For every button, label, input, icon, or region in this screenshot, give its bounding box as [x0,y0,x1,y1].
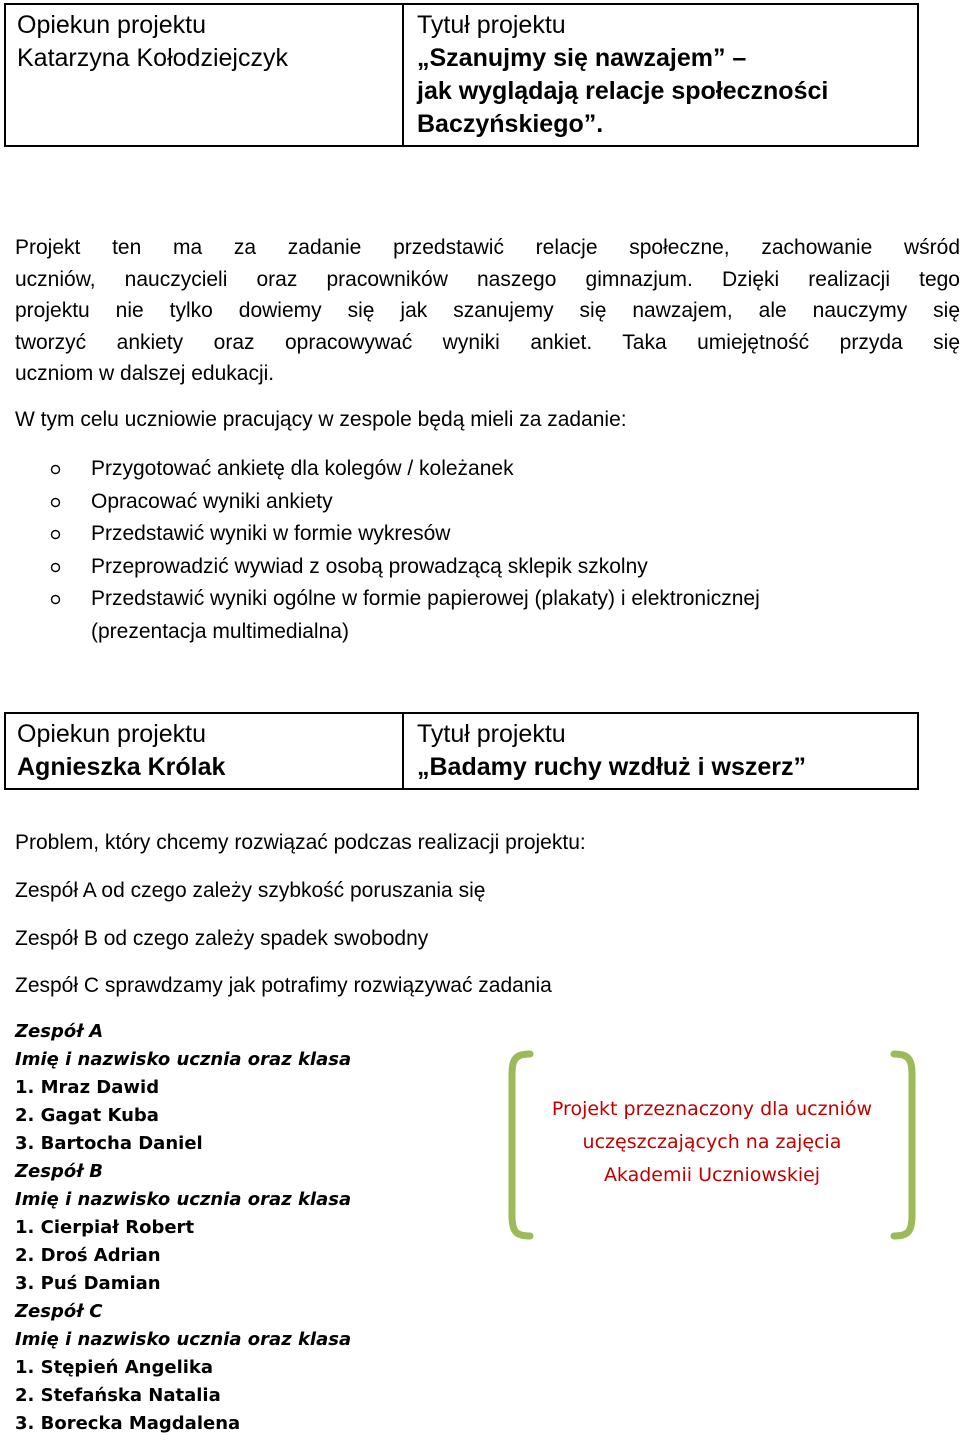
project1-title-cell [403,4,918,146]
team-member: 3. Bartocha Daniel [15,1133,203,1154]
task-text: Przeprowadzić wywiad z osobą prowadzącą sklepik szkolny [91,554,648,578]
description-line: uczniom w dalszej edukacji. [15,362,275,385]
team-b-name: Zespół B [15,1161,103,1182]
task-text: Przedstawić wyniki ogólne w formie papierowej (plakaty) i elektronicznej [91,587,760,610]
team-member: 3. Puś Damian [15,1273,161,1294]
bullet-icon [50,594,61,605]
team-c-subheader: Imię i nazwisko ucznia oraz klasa [15,1329,352,1350]
project2-problem-b: Zespół B od czego zależy spadek swobodny [15,927,429,950]
team-a-subheader: Imię i nazwisko ucznia oraz klasa [15,1049,352,1070]
bullet-icon [50,562,61,573]
team-member: 1. Stępień Angelika [15,1357,214,1378]
list-item [50,453,950,486]
note-line: uczęszczających na zajęcia [582,1131,842,1153]
list-item [50,551,950,584]
team-b-subheader: Imię i nazwisko ucznia oraz klasa [15,1189,352,1210]
team-member: 1. Cierpiał Robert [15,1217,195,1238]
bullet-icon [50,497,61,508]
project2-title: „Badamy ruchy wzdłuż i wszerz” [417,753,806,781]
project1-header-table [4,3,919,147]
list-item [50,583,950,616]
list-item [50,518,950,551]
project1-title-line-3: Baczyńskiego”. [417,110,604,138]
description-line: Projekt ten ma za zadanie przedstawić relacje społeczne, zachowanie wśród [15,236,960,259]
bullet-icon [50,464,61,475]
note-line: Projekt przeznaczony dla uczniów [551,1098,873,1120]
description-line: tworzyć ankiety oraz opracowywać wyniki ankiet. Taka umiejętność przyda się [15,330,960,354]
project2-supervisor-name: Agnieszka Królak [17,753,226,781]
project2-title-label: Tytuł projektu [417,720,566,748]
project1-supervisor-cell [5,4,403,146]
project1-tasks-intro: W tym celu uczniowie pracujący w zespole będą mieli za zadanie: [15,408,627,431]
project2-header-table [4,712,919,790]
description-line: uczniów, nauczycieli oraz pracowników naszego gimnazjum. Dzięki realizacji tego [15,267,960,291]
team-member: 3. Borecka Magdalena [15,1413,241,1434]
team-a-name: Zespół A [15,1021,104,1042]
list-item [50,486,950,519]
description-line: projektu nie tylko dowiemy się jak szanujemy się nawzajem, ale nauczymy się [15,299,960,322]
team-c-name: Zespół C [15,1301,103,1322]
team-member: 2. Droś Adrian [15,1245,161,1266]
project1-task-list [50,453,950,648]
list-item-continuation [50,616,950,649]
project2-supervisor-label: Opiekun projektu [17,720,207,748]
task-text: Przygotować ankietę dla kolegów / koleżanek [91,457,514,480]
note-line: Akademii Uczniowskiej [603,1164,821,1186]
task-text: Przedstawić wyniki w formie wykresów [91,522,451,545]
project2-title-cell [403,713,918,789]
project2-teams [15,1018,351,1438]
project2-problem-c: Zespół C sprawdzamy jak potrafimy rozwiązywać zadania [15,974,552,997]
team-member: 1. Mraz Dawid [15,1077,160,1098]
team-member: 2. Gagat Kuba [15,1105,159,1126]
bullet-icon [50,529,61,540]
academy-note [502,1050,922,1240]
project2-problem-a: Zespół A od czego zależy szybkość poruszania się [15,879,486,902]
project1-description [15,232,960,390]
task-text: (prezentacja multimedialna) [91,619,349,643]
project1-title-label: Tytuł projektu [417,11,566,39]
task-text: Opracować wyniki ankiety [91,489,333,513]
project2-problem-intro: Problem, który chcemy rozwiązać podczas realizacji projektu: [15,831,586,854]
note-text [502,1093,922,1192]
project1-title-line-2: jak wyglądają relacje społeczności [417,77,829,105]
project1-title-line-1: „Szanujmy się nawzajem” – [417,44,747,72]
project2-supervisor-cell [5,713,403,789]
project1-supervisor-name: Katarzyna Kołodziejczyk [17,44,288,72]
project1-supervisor-label: Opiekun projektu [17,11,207,39]
team-member: 2. Stefańska Natalia [15,1385,221,1406]
